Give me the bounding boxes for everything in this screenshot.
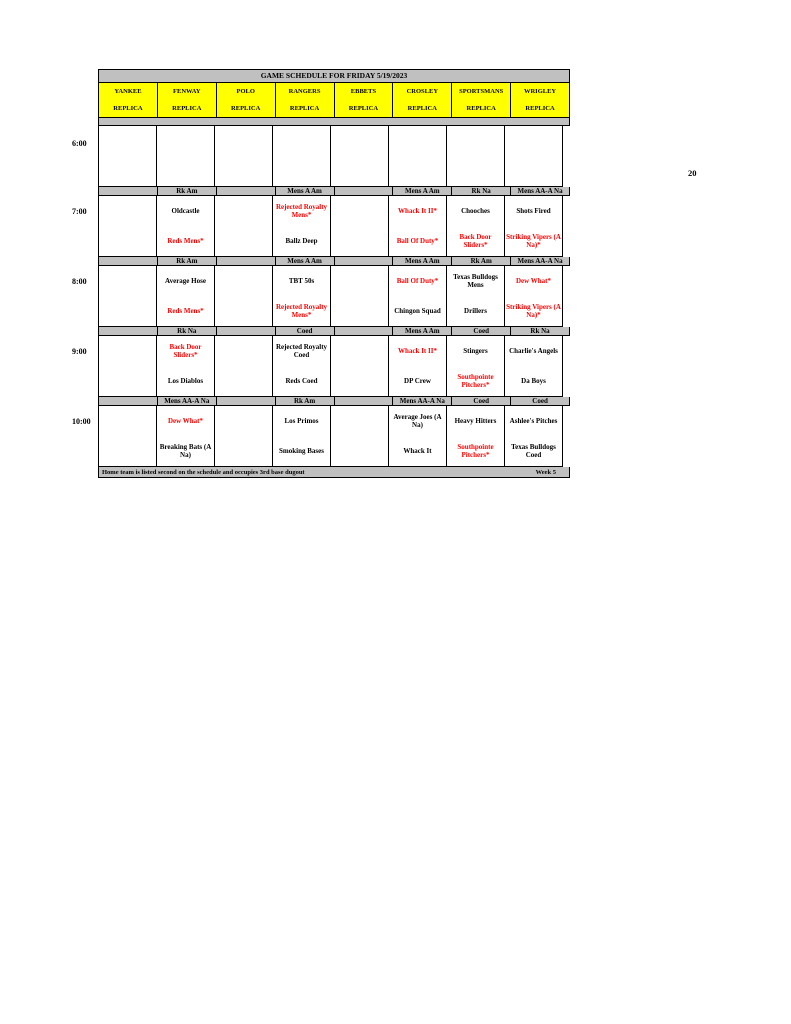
game-cell bbox=[157, 336, 215, 397]
game-cell bbox=[215, 196, 273, 257]
game-cell bbox=[331, 336, 389, 397]
field-sub: REPLICA bbox=[348, 105, 379, 112]
division-label: Rk Am bbox=[158, 257, 217, 266]
visiting-team: Whack It II* bbox=[398, 347, 437, 355]
division-label bbox=[99, 327, 158, 336]
home-team bbox=[99, 366, 156, 396]
home-team bbox=[331, 296, 388, 326]
game-cell bbox=[215, 336, 273, 397]
division-label bbox=[217, 257, 276, 266]
game-cell bbox=[505, 336, 563, 397]
division-label: Mens AA-A Na bbox=[393, 397, 452, 406]
field-name: YANKEE bbox=[114, 88, 142, 95]
game-cell bbox=[215, 406, 273, 467]
game-cell bbox=[505, 266, 563, 327]
game-cell bbox=[157, 266, 215, 327]
visiting-team: Ball Of Duty* bbox=[396, 277, 439, 285]
visiting-team: Stingers bbox=[463, 347, 488, 355]
division-label: Coed bbox=[452, 397, 511, 406]
visiting-team: Dew What* bbox=[167, 417, 204, 425]
game-cell bbox=[215, 266, 273, 327]
field-header-crosley bbox=[393, 83, 452, 118]
visiting-team: Texas Bulldogs Mens bbox=[453, 273, 498, 289]
field-sub: REPLICA bbox=[289, 105, 320, 112]
visiting-team bbox=[99, 406, 156, 436]
home-team bbox=[99, 296, 156, 326]
field-header-fenway bbox=[158, 83, 217, 118]
visiting-team bbox=[331, 196, 388, 226]
game-cell bbox=[99, 406, 157, 467]
game-cell bbox=[331, 196, 389, 257]
field-header-rangers bbox=[276, 83, 335, 118]
home-team: Whack It bbox=[403, 447, 432, 455]
home-team: Back Door Sliders* bbox=[459, 233, 492, 249]
field-name: CROSLEY bbox=[406, 88, 439, 95]
division-label-row bbox=[98, 397, 570, 406]
visiting-team bbox=[215, 196, 272, 226]
division-label bbox=[99, 397, 158, 406]
home-team bbox=[331, 226, 388, 256]
division-label: Rk Na bbox=[158, 327, 217, 336]
visiting-team bbox=[215, 336, 272, 366]
game-cell bbox=[447, 406, 505, 467]
home-team: Drillers bbox=[464, 307, 487, 315]
empty-cell bbox=[447, 126, 505, 187]
schedule-table bbox=[98, 69, 570, 478]
visiting-team: Chooches bbox=[461, 207, 490, 215]
time-label: 8:00 bbox=[72, 277, 87, 286]
division-label bbox=[217, 187, 276, 196]
game-cell bbox=[389, 406, 447, 467]
division-label bbox=[217, 327, 276, 336]
home-team: Striking Vipers (A Na)* bbox=[506, 233, 561, 249]
visiting-team bbox=[215, 406, 272, 436]
field-name: FENWAY bbox=[173, 88, 201, 95]
visiting-team: Average Joes (A Na) bbox=[393, 413, 442, 429]
home-team: Breaking Bats (A Na) bbox=[159, 443, 212, 459]
home-team bbox=[215, 436, 272, 466]
field-header-polo bbox=[217, 83, 276, 118]
home-team: Reds Mens* bbox=[167, 237, 204, 245]
field-header-sportsmans bbox=[452, 83, 511, 118]
home-team bbox=[215, 366, 272, 396]
visiting-team bbox=[331, 266, 388, 296]
empty-cell bbox=[215, 126, 273, 187]
field-sub: REPLICA bbox=[525, 105, 555, 112]
time-label: 7:00 bbox=[72, 207, 87, 216]
slot-6pm bbox=[98, 126, 570, 187]
home-team: Chingon Squad bbox=[394, 307, 441, 315]
game-cell bbox=[157, 406, 215, 467]
home-team: Reds Coed bbox=[285, 377, 318, 385]
footer-bar bbox=[98, 467, 570, 478]
time-label: 6:00 bbox=[72, 139, 87, 148]
home-team bbox=[331, 436, 388, 466]
visiting-team: Charlie's Angels bbox=[509, 347, 558, 355]
home-team: DP Crew bbox=[404, 377, 431, 385]
field-header-yankee bbox=[99, 83, 158, 118]
slot-8pm bbox=[98, 266, 570, 327]
home-team: Texas Bulldogs Coed bbox=[511, 443, 556, 459]
field-sub: REPLICA bbox=[231, 105, 261, 112]
game-cell bbox=[273, 336, 331, 397]
division-label: Mens A Am bbox=[393, 187, 452, 196]
home-team bbox=[215, 296, 272, 326]
visiting-team: Average Hose bbox=[165, 277, 206, 285]
visiting-team: Dew What* bbox=[515, 277, 552, 285]
field-sub: REPLICA bbox=[407, 105, 437, 112]
visiting-team: Rejected Royalty Mens* bbox=[275, 203, 328, 219]
game-cell bbox=[447, 336, 505, 397]
game-cell bbox=[447, 196, 505, 257]
schedule-title: GAME SCHEDULE FOR FRIDAY 5/19/2023 bbox=[98, 69, 570, 83]
division-label bbox=[335, 327, 394, 336]
field-header-wrigley bbox=[511, 83, 570, 118]
header-spacer bbox=[98, 118, 570, 126]
game-cell bbox=[389, 266, 447, 327]
division-label bbox=[217, 397, 276, 406]
division-label: Coed bbox=[452, 327, 511, 336]
page-number: 20 bbox=[688, 168, 697, 178]
division-label: Coed bbox=[511, 397, 570, 406]
game-cell bbox=[447, 266, 505, 327]
home-team bbox=[215, 226, 272, 256]
field-name: SPORTSMANS bbox=[459, 88, 504, 95]
week-label: Week 5 bbox=[535, 468, 556, 476]
slot-7pm bbox=[98, 196, 570, 257]
home-team-note: Home team is listed second on the schedule and occupies 3rd base dugout bbox=[102, 468, 305, 476]
division-label: Rk Am bbox=[158, 187, 217, 196]
visiting-team bbox=[99, 266, 156, 296]
division-label: Mens AA-A Na bbox=[158, 397, 217, 406]
division-label bbox=[335, 397, 394, 406]
home-team bbox=[99, 436, 156, 466]
home-team: Los Diablos bbox=[167, 377, 204, 385]
home-team: Da Boys bbox=[521, 377, 546, 385]
visiting-team: Oldcastle bbox=[171, 207, 200, 215]
division-label: Rk Na bbox=[452, 187, 511, 196]
division-label-row bbox=[98, 257, 570, 266]
home-team: Ball Of Duty* bbox=[396, 237, 439, 245]
game-cell bbox=[273, 266, 331, 327]
visiting-team: TBT 50s bbox=[288, 277, 315, 285]
visiting-team bbox=[99, 196, 156, 226]
empty-cell bbox=[505, 126, 563, 187]
division-label: Rk Am bbox=[452, 257, 511, 266]
division-label bbox=[335, 187, 394, 196]
game-cell bbox=[99, 266, 157, 327]
division-label: Mens A Am bbox=[276, 257, 335, 266]
slot-9pm bbox=[98, 336, 570, 397]
field-header-ebbets bbox=[335, 83, 394, 118]
visiting-team: Rejected Royalty Coed bbox=[275, 343, 328, 359]
game-cell bbox=[99, 336, 157, 397]
game-cell bbox=[389, 336, 447, 397]
home-team bbox=[99, 226, 156, 256]
division-label: Mens A Am bbox=[393, 257, 452, 266]
game-cell bbox=[331, 406, 389, 467]
game-cell bbox=[505, 406, 563, 467]
visiting-team: Ashlee's Pitches bbox=[509, 417, 558, 425]
empty-cell bbox=[331, 126, 389, 187]
field-sub: REPLICA bbox=[172, 105, 202, 112]
empty-cell bbox=[389, 126, 447, 187]
empty-cell bbox=[273, 126, 331, 187]
game-cell bbox=[273, 406, 331, 467]
field-header-row bbox=[98, 83, 570, 118]
division-label: Coed bbox=[276, 327, 335, 336]
visiting-team bbox=[331, 336, 388, 366]
division-label: Mens A Am bbox=[393, 327, 452, 336]
division-label: Rk Am bbox=[276, 397, 335, 406]
home-team: Southpointe Pitchers* bbox=[457, 443, 494, 459]
home-team: Reds Mens* bbox=[167, 307, 204, 315]
division-label: Mens A Am bbox=[276, 187, 335, 196]
home-team: Rejected Royalty Mens* bbox=[275, 303, 328, 319]
visiting-team: Shots Fired bbox=[516, 207, 551, 215]
home-team bbox=[331, 366, 388, 396]
division-label: Rk Na bbox=[511, 327, 570, 336]
time-label: 10:00 bbox=[72, 417, 91, 426]
visiting-team: Los Primos bbox=[284, 417, 319, 425]
empty-cell bbox=[99, 126, 157, 187]
visiting-team: Back Door Sliders* bbox=[169, 343, 202, 359]
game-cell bbox=[99, 196, 157, 257]
visiting-team bbox=[215, 266, 272, 296]
game-cell bbox=[273, 196, 331, 257]
game-cell bbox=[331, 266, 389, 327]
visiting-team bbox=[99, 336, 156, 366]
field-name: POLO bbox=[236, 88, 255, 95]
game-cell bbox=[157, 196, 215, 257]
time-label: 9:00 bbox=[72, 347, 87, 356]
division-label bbox=[99, 187, 158, 196]
visiting-team: Heavy Hitters bbox=[454, 417, 497, 425]
home-team: Ballz Deep bbox=[285, 237, 318, 245]
field-name: RANGERS bbox=[288, 88, 321, 95]
home-team: Smoking Bases bbox=[279, 447, 324, 455]
field-sub: REPLICA bbox=[113, 105, 143, 112]
division-label-row bbox=[98, 327, 570, 336]
division-label: Mens AA-A Na bbox=[511, 257, 570, 266]
slot-10pm bbox=[98, 406, 570, 467]
game-cell bbox=[505, 196, 563, 257]
visiting-team bbox=[331, 406, 388, 436]
field-sub: REPLICA bbox=[466, 105, 496, 112]
division-label-row bbox=[98, 187, 570, 196]
field-name: WRIGLEY bbox=[523, 88, 557, 95]
visiting-team: Whack It II* bbox=[398, 207, 437, 215]
division-label bbox=[335, 257, 394, 266]
field-name: EBBETS bbox=[350, 88, 377, 95]
division-label: Mens AA-A Na bbox=[511, 187, 570, 196]
empty-cell bbox=[157, 126, 215, 187]
game-cell bbox=[389, 196, 447, 257]
home-team: Striking Vipers (A Na)* bbox=[506, 303, 561, 319]
division-label bbox=[99, 257, 158, 266]
home-team: Southpointe Pitchers* bbox=[457, 373, 494, 389]
